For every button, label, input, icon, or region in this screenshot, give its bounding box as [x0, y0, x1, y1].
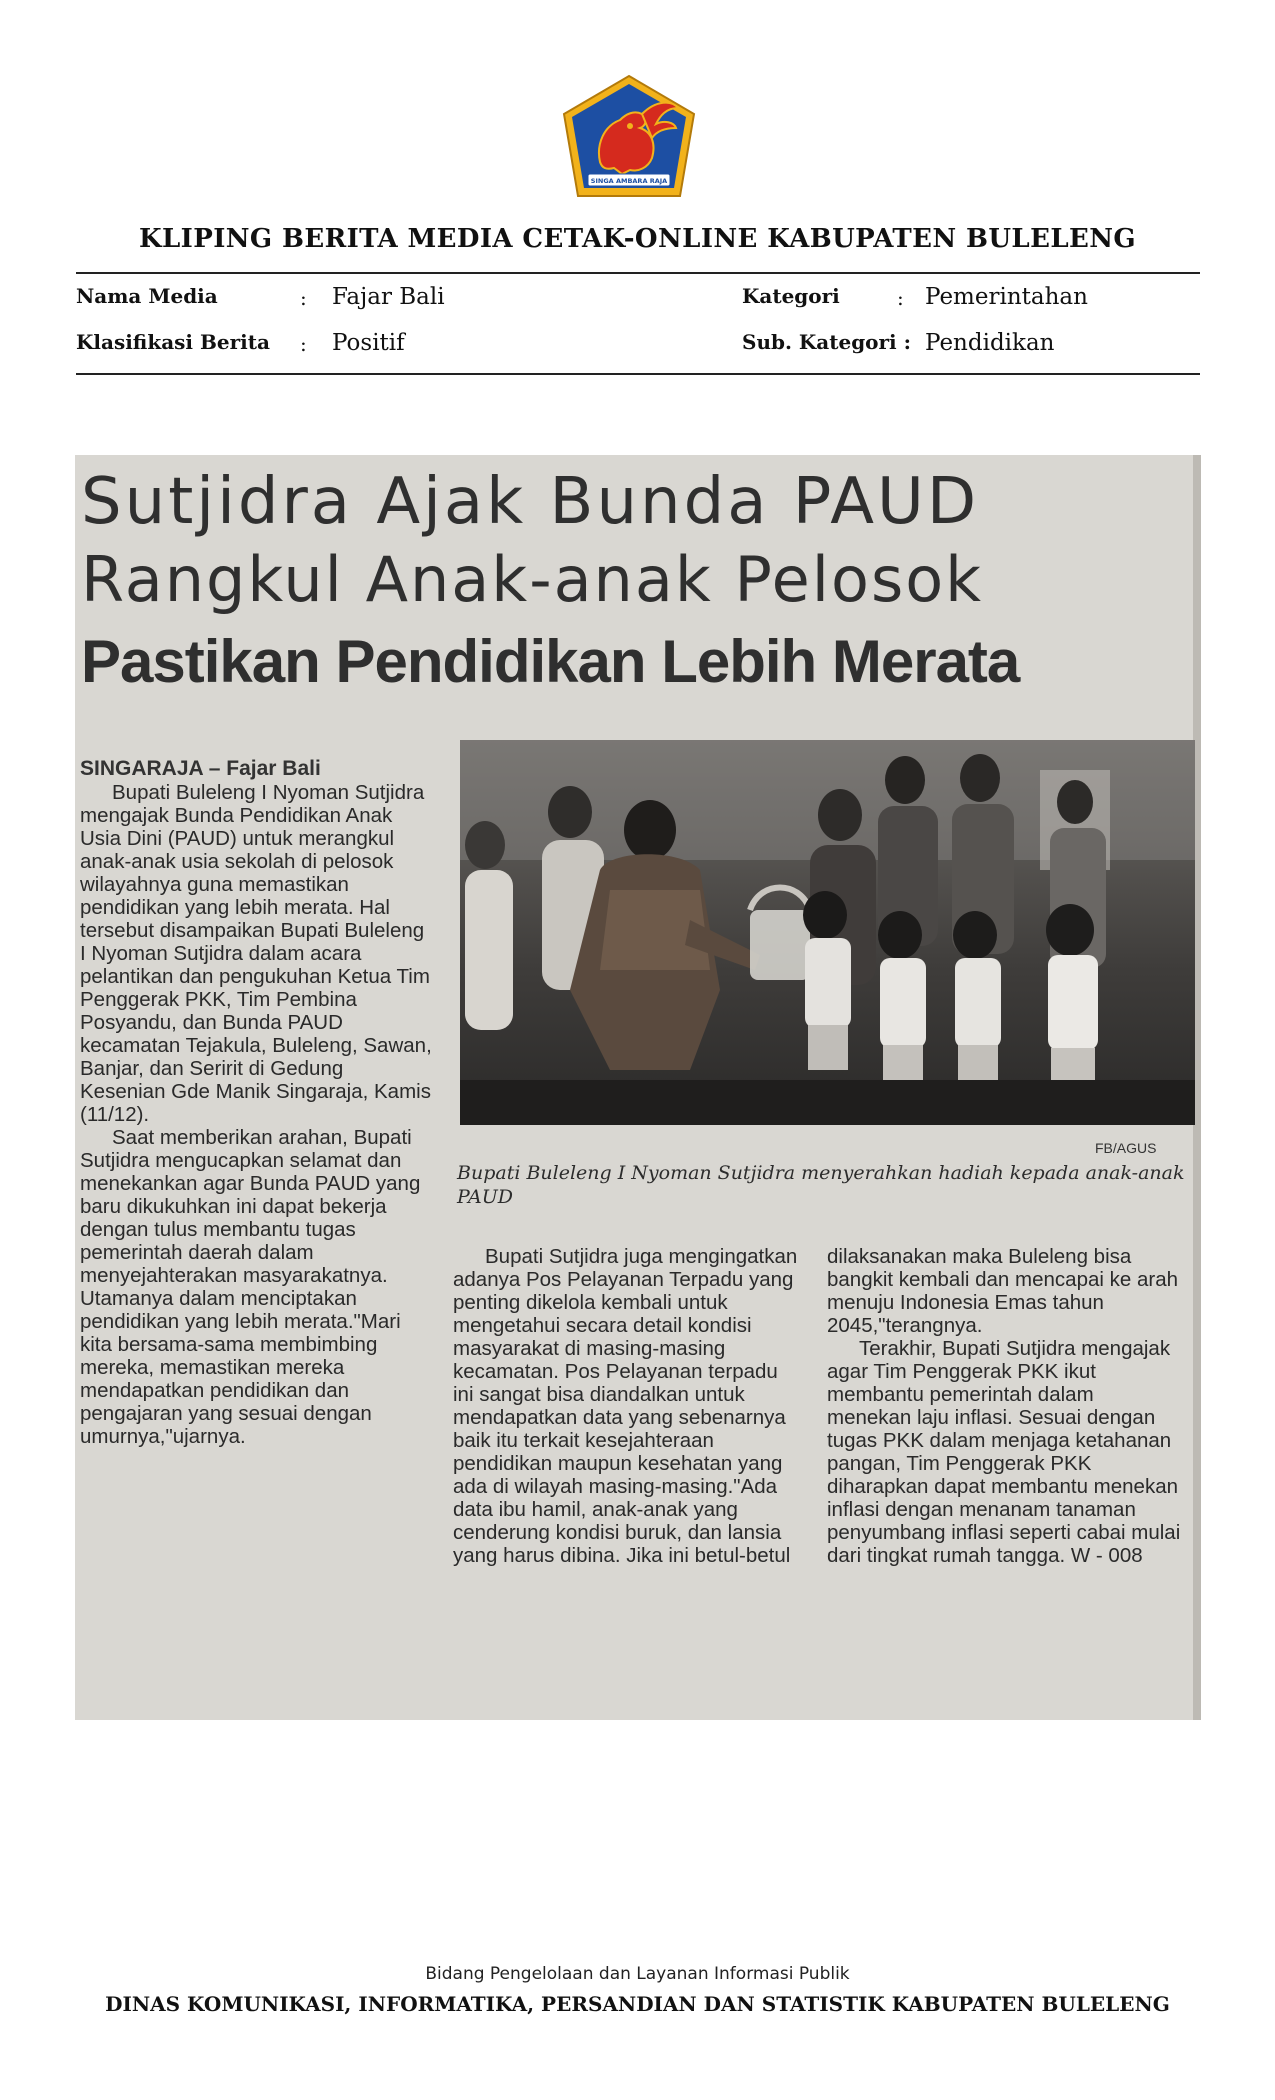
subkategori-value: Pendidikan	[925, 330, 1055, 356]
divider-bottom	[76, 373, 1200, 375]
headline-line-1: Sutjidra Ajak Bunda PAUD	[81, 465, 980, 539]
footer-department: Bidang Pengelolaan dan Layanan Informasi Publik	[425, 1964, 850, 1984]
photo-caption: Bupati Buleleng I Nyoman Sutjidra menyerahkan hadiah kepada anak-anak PAUD	[457, 1162, 1185, 1208]
kategori-colon: :	[897, 286, 904, 310]
article-column-3	[827, 1245, 1183, 1567]
media-value: Fajar Bali	[332, 284, 445, 310]
article-column-2	[453, 1245, 803, 1567]
headline-line-2: Rangkul Anak-anak Pelosok	[81, 543, 984, 616]
kategori-label: Kategori	[742, 284, 840, 308]
article-column-1	[80, 757, 432, 1448]
paragraph-1: Bupati Buleleng I Nyoman Sutjidra mengajak Bunda Pendidikan Anak Usia Dini (PAUD) untuk merangkul anak-anak usia sekolah di pelosok wilayahnya guna memastikan pendidikan yang lebih merata. Hal tersebut disampaikan Bupati Buleleng I Nyoman Sutjidra dalam acara pelantikan dan pengukuhan Ketua Tim Penggerak PKK, Tim Pembina Posyandu, dan Bunda PAUD kecamatan Tejakula, Buleleng, Sawan, Banjar, dan Seririt di Gedung Kesenian Gde Manik Singaraja, Kamis (11/12).	[80, 781, 432, 1126]
kategori-value: Pemerintahan	[925, 284, 1088, 310]
singa-ambara-raja-crest-icon	[560, 74, 698, 202]
newspaper-clipping	[75, 455, 1201, 1720]
dateline: SINGARAJA – Fajar Bali	[80, 757, 321, 780]
klasifikasi-value: Positif	[332, 330, 405, 356]
headline-line-3: Pastikan Pendidikan Lebih Merata	[81, 628, 1020, 695]
event-photo	[460, 740, 1195, 1125]
document-title: KLIPING BERITA MEDIA CETAK-ONLINE KABUPATEN BULELENG	[139, 224, 1136, 254]
paragraph-5: Terakhir, Bupati Sutjidra mengajak agar Tim Penggerak PKK ikut membantu pemerintah dalam menekan laju inflasi. Sesuai dengan tugas PKK dalam menjaga ketahanan pangan, Tim Penggerak PKK diharapkan dapat membantu menekan inflasi dengan menanam tanaman penyumbang inflasi seperti cabai mulai dari tingkat rumah tangga. W - 008	[827, 1337, 1181, 1567]
media-colon: :	[300, 286, 307, 310]
paragraph-2: Saat memberikan arahan, Bupati Sutjidra mengucapkan selamat dan menekankan agar Bunda PAUD yang baru dikukuhkan ini dapat bekerja dengan tulus membantu tugas pemerintah daerah dalam menyejahterakan masyarakatnya. Utamanya dalam menciptakan pendidikan yang lebih merata."Mari kita bersama-sama membimbing mereka, memastikan mereka mendapatkan pendidikan dan pengajaran yang sesuai dengan umurnya,"ujarnya.	[80, 1126, 421, 1448]
paragraph-3: Bupati Sutjidra juga mengingatkan adanya Pos Pelayanan Terpadu yang penting dikelola kembali untuk mengetahui secara detail kondisi masyarakat di masing-masing kecamatan. Pos Pelayanan terpadu ini sangat bisa diandalkan untuk mendapatkan data yang sebenarnya baik itu terkait kesejahteraan pendidikan maupun kesehatan yang ada di wilayah masing-masing."Ada data ibu hamil, anak-anak yang cenderung kondisi buruk, dan lansia yang harus dibina. Jika ini betul-betul	[453, 1245, 798, 1567]
subkategori-label: Sub. Kategori :	[742, 330, 912, 354]
photo-credit: FB/AGUS	[1095, 1140, 1157, 1156]
footer-agency: DINAS KOMUNIKASI, INFORMATIKA, PERSANDIAN DAN STATISTIK KABUPATEN BULELENG	[105, 1992, 1170, 2016]
klasifikasi-colon: :	[300, 332, 307, 356]
logo-text: SINGA AMBARA RAJA	[590, 177, 668, 185]
paragraph-4: dilaksanakan maka Buleleng bisa bangkit kembali dan mencapai ke arah menuju Indonesia Emas tahun 2045,"terangnya.	[827, 1245, 1178, 1337]
media-label: Nama Media	[76, 284, 218, 308]
divider-top	[76, 272, 1200, 274]
klasifikasi-label: Klasifikasi Berita	[76, 330, 270, 354]
